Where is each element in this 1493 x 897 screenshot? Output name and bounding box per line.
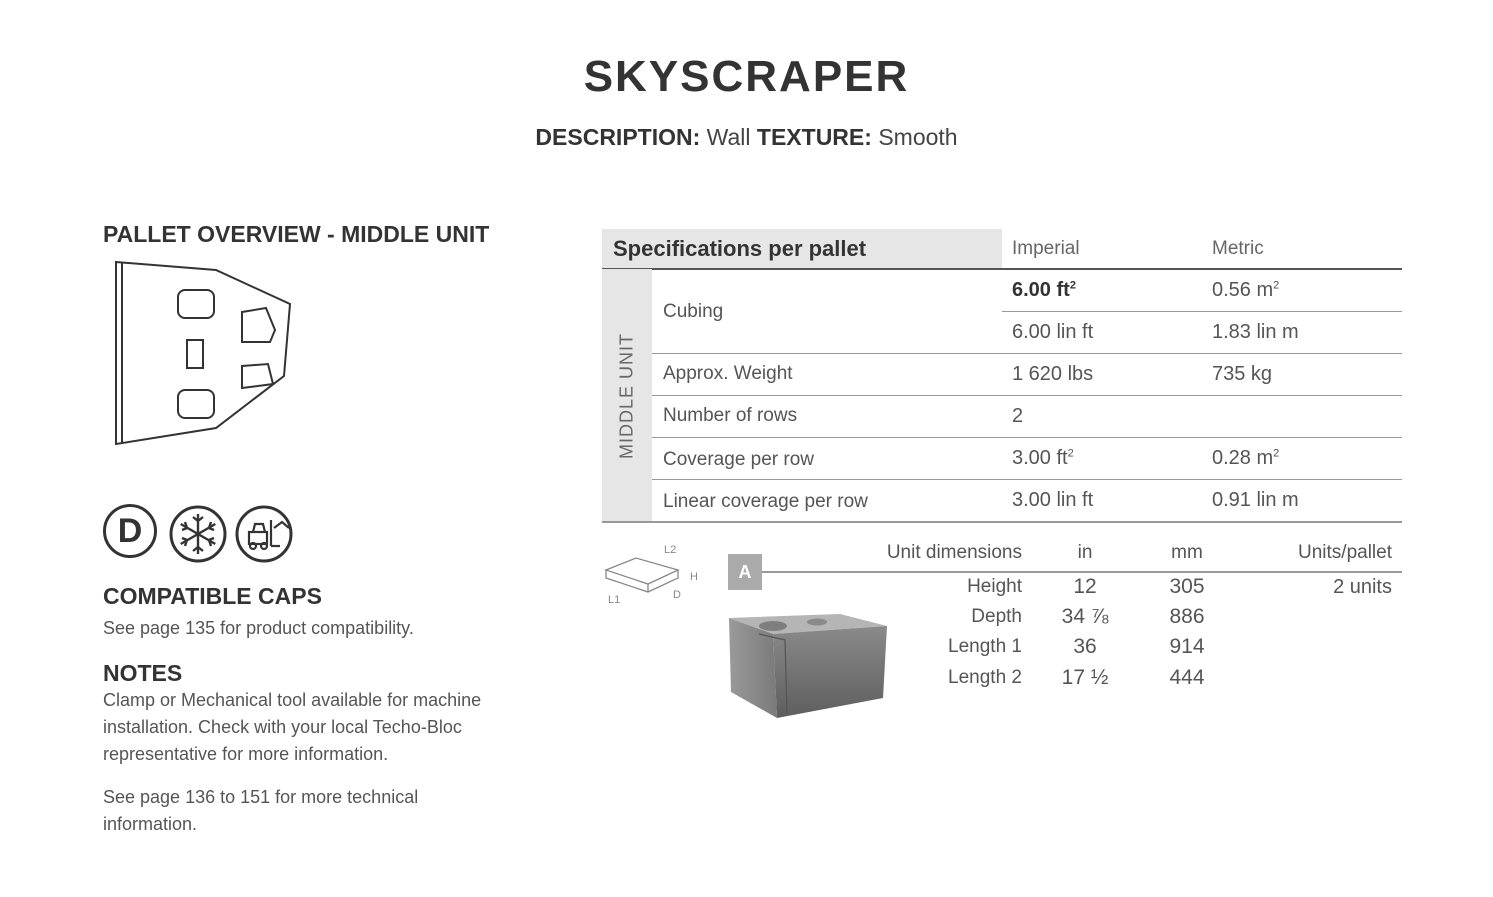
row-divider bbox=[652, 353, 1402, 354]
dim-row-label: Length 1 bbox=[948, 636, 1022, 657]
d-icon bbox=[103, 504, 157, 558]
pallet-overview-title: PALLET OVERVIEW - MIDDLE UNIT bbox=[103, 221, 490, 247]
notes-text bbox=[103, 687, 543, 768]
unit-badge: A bbox=[728, 554, 762, 590]
notes-title: NOTES bbox=[103, 660, 183, 686]
dim-in-value: 12 bbox=[1073, 575, 1097, 598]
description-value: Wall bbox=[706, 124, 751, 150]
notes-line: Clamp or Mechanical tool available for machine bbox=[103, 690, 482, 710]
dim-row-label: Depth bbox=[971, 606, 1022, 627]
snowflake-icon bbox=[168, 504, 228, 564]
spec-imperial-value: 3.00 lin ft bbox=[1012, 489, 1094, 511]
pallet-overview-diagram bbox=[108, 258, 300, 450]
spec-header-rule bbox=[602, 268, 1402, 270]
spec-imperial-value: 3.00 $ft^2$ bbox=[1012, 447, 1074, 469]
dim-mm-value: 305 bbox=[1169, 575, 1205, 598]
spec-metric-value: 0.28 $m^2$ bbox=[1212, 447, 1280, 469]
diagram-label-h: H bbox=[690, 571, 698, 583]
d-icon-letter: D bbox=[117, 512, 143, 550]
spec-row-label: Cubing bbox=[663, 301, 724, 322]
spec-metric-value: 0.91 lin m bbox=[1212, 489, 1299, 511]
page-title: SKYSCRAPER bbox=[583, 52, 910, 101]
spec-row-label: Coverage per row bbox=[663, 449, 815, 470]
col-imperial: Imperial bbox=[1012, 238, 1080, 259]
diagram-label-l2: L2 bbox=[664, 544, 677, 556]
diagram-label-d: D bbox=[673, 589, 681, 601]
units-per-pallet-value: 2 units bbox=[1333, 576, 1392, 598]
description-label: DESCRIPTION: bbox=[535, 124, 701, 150]
row-divider bbox=[652, 479, 1402, 480]
col-in: in bbox=[1077, 542, 1093, 563]
dimension-header-rule bbox=[762, 571, 1402, 573]
notes-line: representative for more information. bbox=[103, 744, 389, 764]
dim-mm-value: 914 bbox=[1169, 635, 1205, 658]
notes-line: information. bbox=[103, 814, 198, 834]
spec-imperial-value: 6.00 $ft^2$ bbox=[1012, 279, 1076, 301]
spec-row-label: Number of rows bbox=[663, 405, 798, 426]
dimension-diagram bbox=[600, 540, 710, 606]
compatible-caps-text: See page 135 for product compatibility. bbox=[103, 618, 414, 638]
dim-row-label: Height bbox=[967, 576, 1022, 597]
compatible-caps-title: COMPATIBLE CAPS bbox=[103, 583, 322, 609]
notes-technical-text bbox=[103, 784, 543, 838]
col-mm: mm bbox=[1171, 542, 1203, 563]
col-unit-dimensions: Unit dimensions bbox=[886, 542, 1022, 563]
diagram-label-l1: L1 bbox=[608, 594, 621, 606]
dim-row-label: Length 2 bbox=[948, 667, 1022, 688]
col-units-pallet: Units/pallet bbox=[1298, 542, 1392, 563]
texture-value: Smooth bbox=[878, 124, 958, 150]
spec-metric-value: 0.56 $m^2$ bbox=[1212, 279, 1280, 301]
spec-row-label: Linear coverage per row bbox=[663, 491, 868, 512]
notes-line: installation. Check with your local Techo-Bloc bbox=[103, 717, 462, 737]
description-line bbox=[0, 124, 1493, 151]
dim-in-value: 36 bbox=[1073, 635, 1097, 658]
dim-mm-value: 444 bbox=[1169, 666, 1205, 689]
row-divider bbox=[652, 437, 1402, 438]
middle-unit-label: MIDDLE UNIT bbox=[616, 332, 637, 459]
spec-imperial-value: 1 620 lbs bbox=[1012, 363, 1094, 385]
row-divider bbox=[1002, 311, 1402, 312]
spec-metric-value: 1.83 lin m bbox=[1212, 321, 1299, 343]
forklift-icon bbox=[234, 504, 294, 564]
spec-row-label: Approx. Weight bbox=[663, 363, 793, 384]
spec-imperial-value: 2 bbox=[1012, 405, 1024, 427]
notes-line: See page 136 to 151 for more technical bbox=[103, 787, 419, 807]
spec-metric-value: 735 kg bbox=[1212, 363, 1273, 385]
row-divider bbox=[652, 395, 1402, 396]
spec-bottom-rule bbox=[602, 521, 1402, 523]
dim-in-value: 17 ½ bbox=[1061, 666, 1109, 689]
col-metric: Metric bbox=[1212, 238, 1264, 259]
dim-in-value: 34 ⅞ bbox=[1061, 605, 1109, 628]
texture-label: TEXTURE: bbox=[756, 124, 872, 150]
dim-mm-value: 886 bbox=[1169, 605, 1205, 628]
spec-title: Specifications per pallet bbox=[613, 236, 867, 261]
spec-imperial-value: 6.00 lin ft bbox=[1012, 321, 1094, 343]
